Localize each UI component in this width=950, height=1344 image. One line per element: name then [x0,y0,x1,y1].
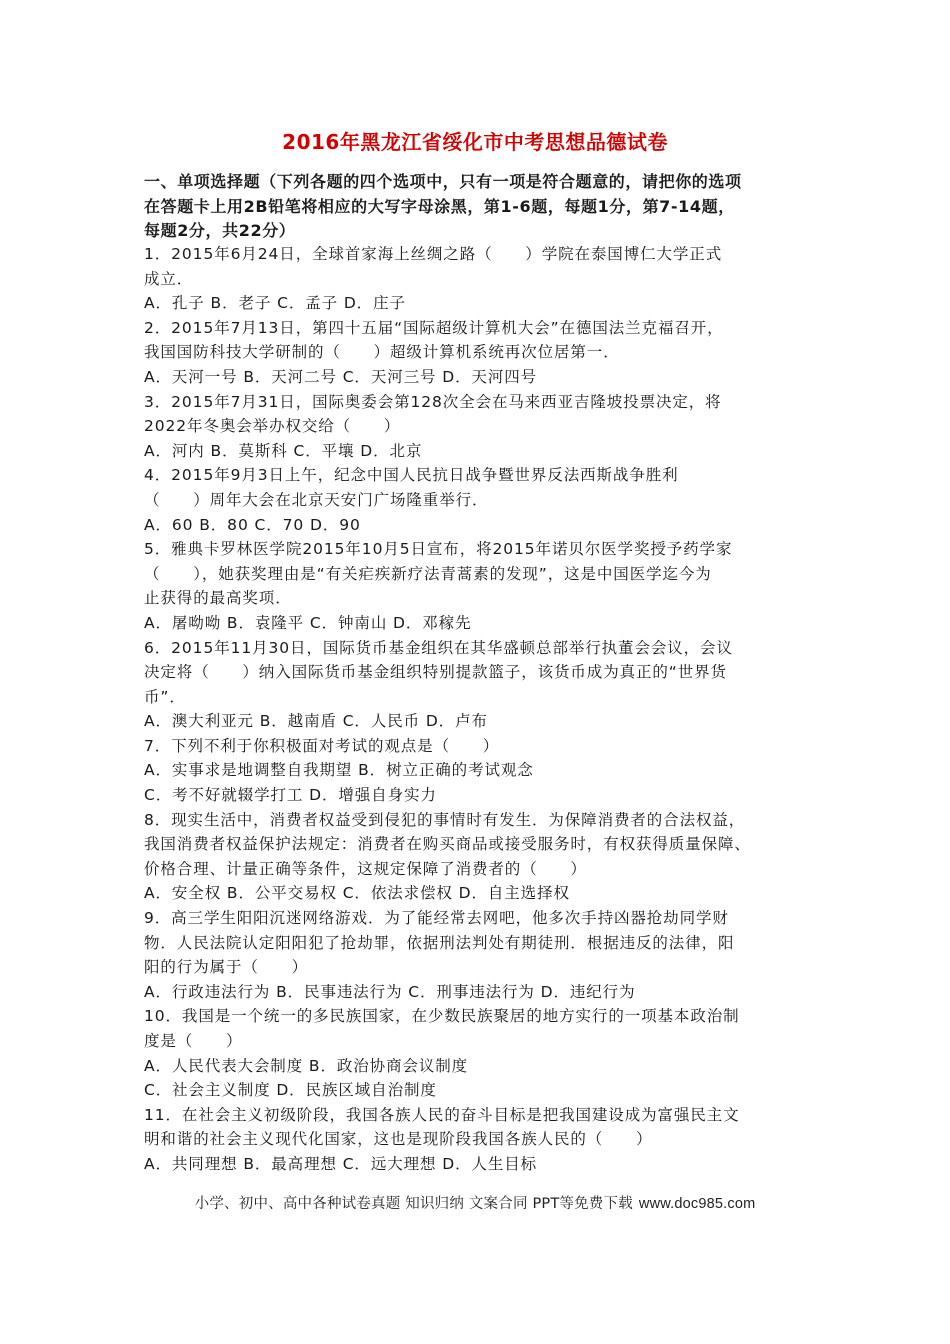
section-heading-line: 每题2分，共22分） [144,221,296,240]
answer-options: C．社会主义制度 D．民族区域自治制度 [144,1081,437,1100]
footer-text: 小学、初中、高中各种试卷真题 知识归纳 文案合同 PPT等免费下载 [194,1196,633,1212]
answer-options: A．屠呦呦 B．袁隆平 C．钟南山 D．邓稼先 [144,613,472,632]
answer-options: A．澳大利亚元 B．越南盾 C．人民币 D．卢布 [144,712,488,731]
text-line: 2．2015年7月13日，第四十五届“国际超级计算机大会”在德国法兰克福召开， [144,318,724,337]
text-line: 币”． [144,687,186,706]
answer-options: A．河内 B．莫斯科 C．平壤 D．北京 [144,441,423,460]
text-line: 决定将（ ）纳入国际货币基金组织特别提款篮子，该货币成为真正的“世界货 [144,663,727,682]
text-line: （ ）周年大会在北京天安门广场隆重举行． [144,490,489,509]
text-line: 阳的行为属于（ ） [144,958,309,977]
question-body [144,242,824,1177]
text-line: 明和谐的社会主义现代化国家，这也是现阶段我国各族人民的（ ） [144,1130,653,1149]
text-line: 止获得的最高奖项． [144,589,292,608]
answer-options: A．行政违法行为 B．民事违法行为 C．刑事违法行为 D．违纪行为 [144,982,636,1001]
answer-options: A．安全权 B．公平交易权 C．依法求偿权 D．自主选择权 [144,884,570,903]
section-heading [144,170,814,244]
text-line: 11．在社会主义初级阶段，我国各族人民的奋斗目标是把我国建设成为富强民主文 [144,1105,740,1124]
text-line: 物．人民法院认定阳阳犯了抢劫罪，依据刑法判处有期徒刑．根据违反的法律，阳 [144,933,735,952]
document-title: 2016年黑龙江省绥化市中考思想品德试卷 [282,130,668,154]
text-line: 9．高三学生阳阳沉迷网络游戏．为了能经常去网吧，他多次手持凶器抢劫同学财 [144,909,729,928]
text-line: 3．2015年7月31日，国际奥委会第128次全会在马来西亚吉隆坡投票决定，将 [144,392,722,411]
text-line: 价格合理、计量正确等条件，这规定保障了消费者的（ ） [144,859,587,878]
answer-options: A．共同理想 B．最高理想 C．远大理想 D．人生目标 [144,1154,538,1173]
text-line: 我国消费者权益保护法规定：消费者在购买商品或接受服务时，有权获得质量保障、 [144,835,751,854]
answer-options: A．孔子 B．老子 C．孟子 D．庄子 [144,294,406,313]
text-line: 度是（ ） [144,1032,243,1050]
text-line: 8．现实生活中，消费者权益受到侵犯的事情时有发生．为保障消费者的合法权益， [144,810,746,829]
footer-url: www.doc985.com [638,1196,756,1212]
answer-options: A．实事求是地调整自我期望 B．树立正确的考试观念 [144,761,534,780]
text-line: 我国国防科技大学研制的（ ）超级计算机系统再次位居第一． [144,343,620,362]
text-line: （ ），她获奖理由是“有关疟疾新疗法青蒿素的发现”，这是中国医学迄今为 [144,564,712,583]
text-line: 10．我国是一个统一的多民族国家，在少数民族聚居的地方实行的一项基本政治制 [144,1007,740,1026]
text-line: 成立． [144,269,194,288]
page-footer [0,1194,950,1214]
text-line: 5．雅典卡罗林医学院2015年10月5日宣布，将2015年诺贝尔医学奖授予药学家 [144,540,733,559]
text-line: 7．下列不利于你积极面对考试的观点是（ ） [144,736,500,755]
section-heading-line: 一、单项选择题（下列各题的四个选项中，只有一项是符合题意的，请把你的选项 [144,172,742,191]
text-line: 1．2015年6月24日，全球首家海上丝绸之路（ ）学院在泰国博仁大学正式 [144,245,723,263]
answer-options: A．天河一号 B．天河二号 C．天河三号 D．天河四号 [144,367,538,386]
text-line: 6．2015年11月30日，国际货币基金组织在其华盛顿总部举行执董会会议，会议 [144,638,733,657]
section-heading-line: 在答题卡上用2B铅笔将相应的大写字母涂黑，第1-6题，每题1分，第7-14题， [144,196,735,216]
answer-options: C．考不好就辍学打工 D．增强自身实力 [144,786,437,805]
text-line: 4．2015年9月3日上午，纪念中国人民抗日战争暨世界反法西斯战争胜利 [144,466,679,485]
text-line: 2022年冬奥会举办权交给（ ） [144,417,401,436]
answer-options: A．人民代表大会制度 B．政治协商会议制度 [144,1056,469,1075]
answer-options: A．60 B．80 C．70 D．90 [144,515,361,534]
